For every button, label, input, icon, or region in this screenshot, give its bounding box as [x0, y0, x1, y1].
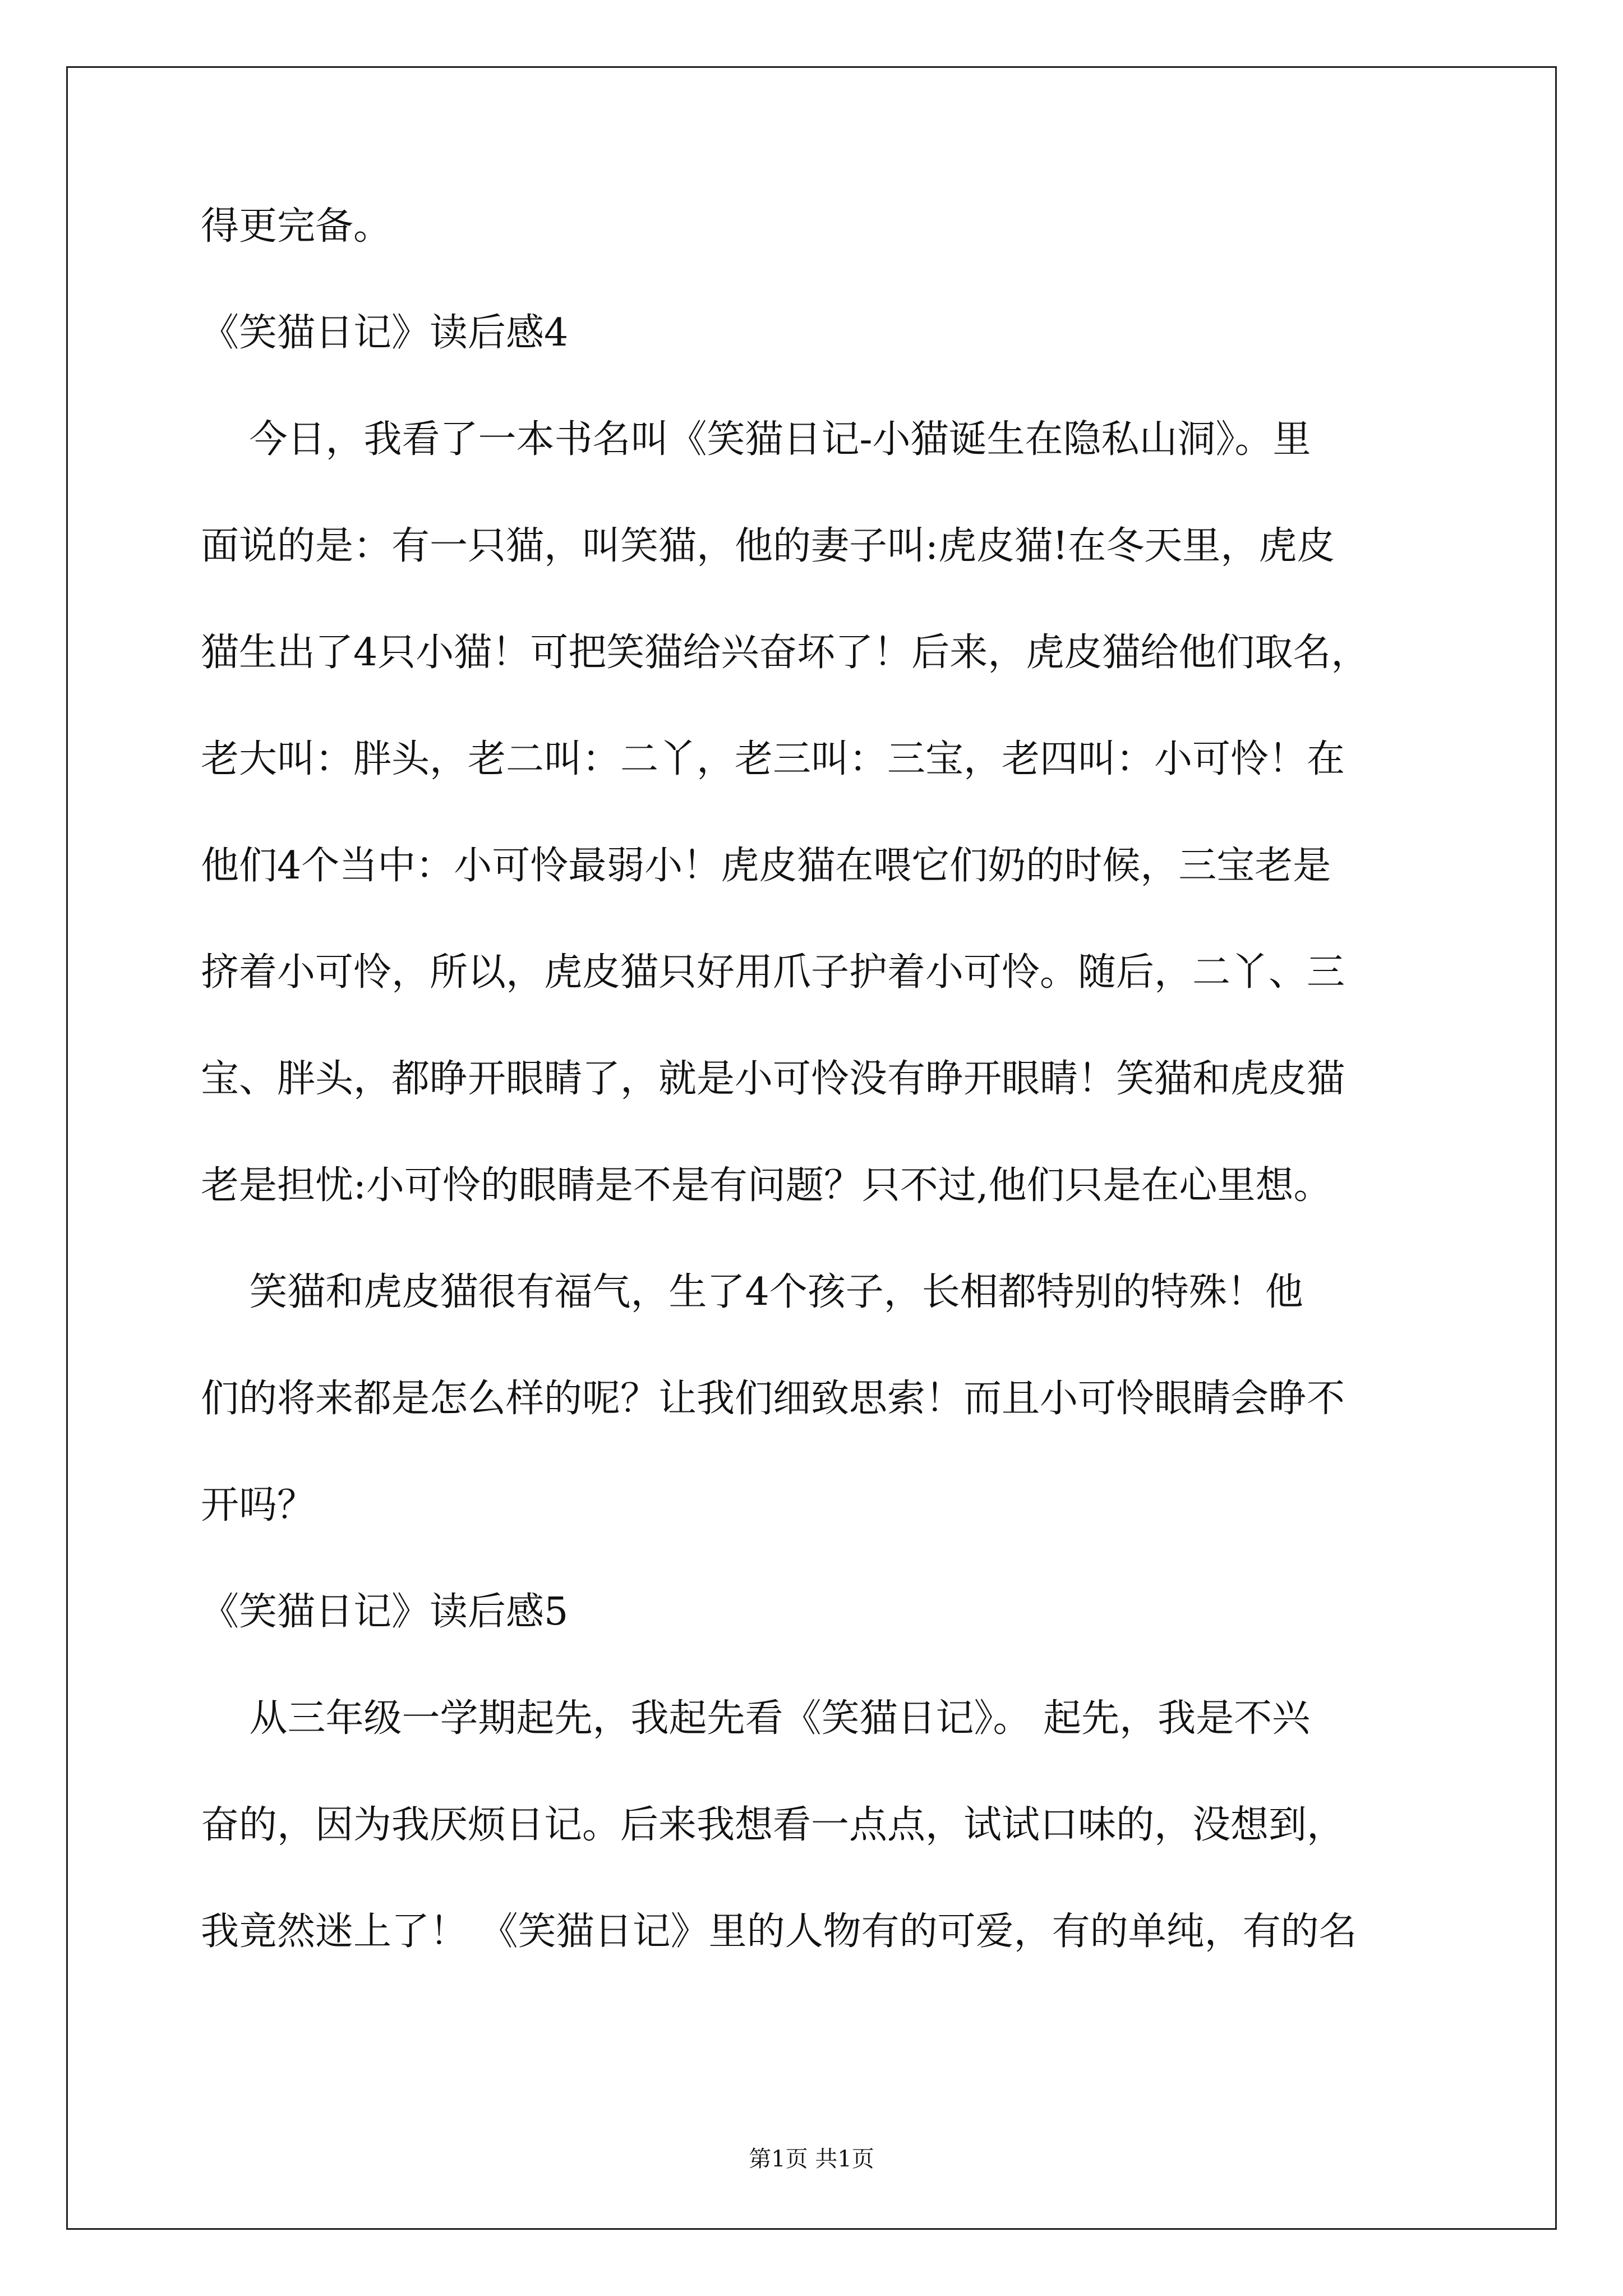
text-line: 得更完备。	[201, 204, 392, 249]
text-line: 老大叫：胖头，老二叫：二丫，老三叫：三宝，老四叫：小可怜！在	[201, 737, 1345, 781]
text-line: 们的将来都是怎么样的呢？让我们细致思索！而且小可怜眼睛会睁不	[201, 1377, 1345, 1421]
text-line: 面说的是：有一只猫，叫笑猫，他的妻子叫:虎皮猫!在冬天里，虎皮	[201, 524, 1335, 568]
page-border	[66, 66, 1557, 2230]
text-line: 猫生出了4只小猫！可把笑猫给兴奋坏了！后来，虎皮猫给他们取名，	[201, 631, 1370, 675]
text-line: 笑猫和虎皮猫很有福气，生了4个孩子，长相都特别的特殊！他	[201, 1270, 1303, 1314]
section-heading: 《笑猫日记》读后感4	[201, 311, 569, 355]
text-line: 奋的，因为我厌烦日记。后来我想看一点点，试试口味的，没想到，	[201, 1803, 1345, 1847]
text-line: 我竟然迷上了！ 《笑猫日记》里的人物有的可爱，有的单纯，有的名	[201, 1910, 1357, 1954]
text-line: 从三年级一学期起先，我起先看《笑猫日记》。 起先，我是不兴	[201, 1696, 1311, 1741]
text-line: 今日，我看了一本书名叫《笑猫日记-小猫诞生在隐私山洞》。里	[201, 417, 1311, 462]
text-line: 他们4个当中：小可怜最弱小！虎皮猫在喂它们奶的时候，三宝老是	[201, 844, 1331, 888]
text-line: 开吗？	[201, 1483, 316, 1527]
section-heading: 《笑猫日记》读后感5	[201, 1590, 569, 1634]
text-line: 宝、胖头，都睁开眼睛了，就是小可怜没有睁开眼睛！笑猫和虎皮猫	[201, 1057, 1345, 1101]
text-line: 老是担忧:小可怜的眼睛是不是有问题？只不过,他们只是在心里想。	[201, 1163, 1332, 1208]
text-line: 挤着小可怜，所以，虎皮猫只好用爪子护着小可怜。随后，二丫、三	[201, 950, 1345, 995]
page-number-footer: 第1页 共1页	[749, 2146, 874, 2172]
